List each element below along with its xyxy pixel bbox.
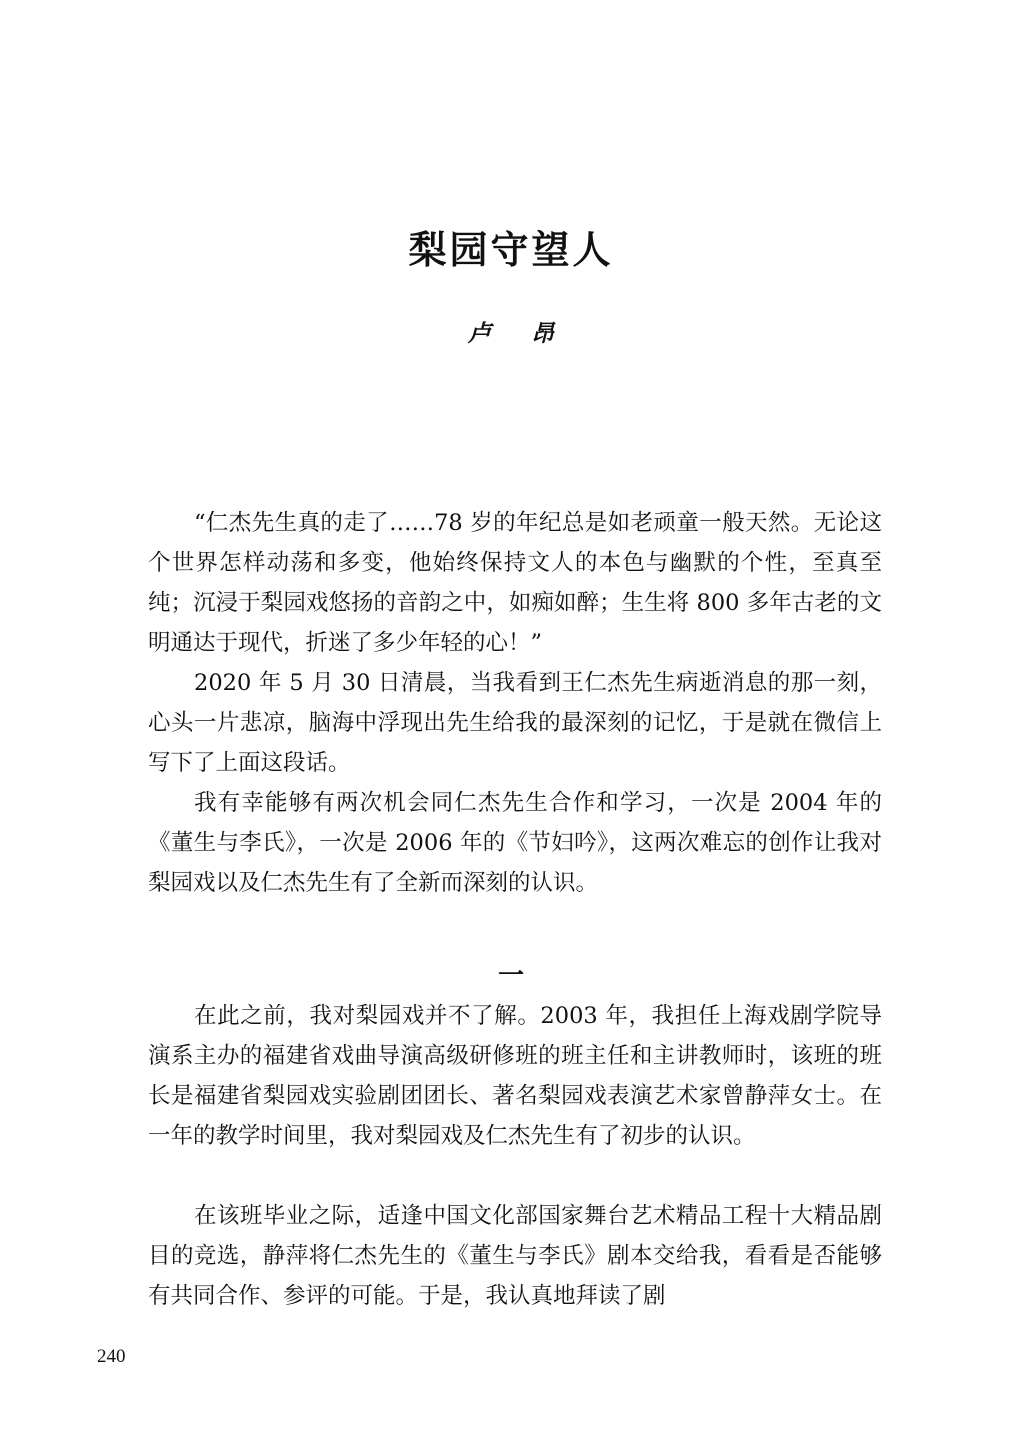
section-heading-one: 一 (497, 961, 524, 991)
article-author (0, 318, 1022, 350)
paragraph-quote: “仁杰先生真的走了……78 岁的年纪总是如老顽童一般天然。无论这个世界怎样动荡和多变，他始终保持文人的本色与幽默的个性，至真至纯；沉浸于梨园戏悠扬的音韵之中，如痴如醉；生生将 800 多年古老的文明通达于现代，折迷了多少年轻的心！” (148, 510, 882, 656)
article-title: 梨园守望人 (408, 227, 614, 272)
paragraph-before: 在此之前，我对梨园戏并不了解。2003 年，我担任上海戏剧学院导演系主办的福建省戏曲导演高级研修班的班主任和主讲教师时，该班的班长是福建省梨园戏实验剧团团长、著名梨园戏表演艺术家曾静萍女士。在一年的教学时间里，我对梨园戏及仁杰先生有了初步的认识。 (148, 1003, 882, 1149)
paragraph-collaboration: 我有幸能够有两次机会同仁杰先生合作和学习，一次是 2004 年的《董生与李氏》，一次是 2006 年的《节妇吟》，这两次难忘的创作让我对梨园戏以及仁杰先生有了全新而深刻的认识。 (148, 790, 882, 896)
author-given-name: 昂 (531, 320, 554, 347)
paragraph-graduation: 在该班毕业之际，适逢中国文化部国家舞台艺术精品工程十大精品剧目的竞选，静萍将仁杰先生的《董生与李氏》剧本交给我，看看是否能够有共同合作、参评的可能。于是，我认真地拜读了剧 (148, 1203, 882, 1309)
author-surname: 卢 (468, 320, 491, 347)
paragraph-news: 2020 年 5 月 30 日清晨，当我看到王仁杰先生病逝消息的那一刻，心头一片悲凉，脑海中浮现出先生给我的最深刻的记忆，于是就在微信上写下了上面这段话。 (148, 670, 882, 776)
page-number: 240 (97, 1346, 126, 1367)
